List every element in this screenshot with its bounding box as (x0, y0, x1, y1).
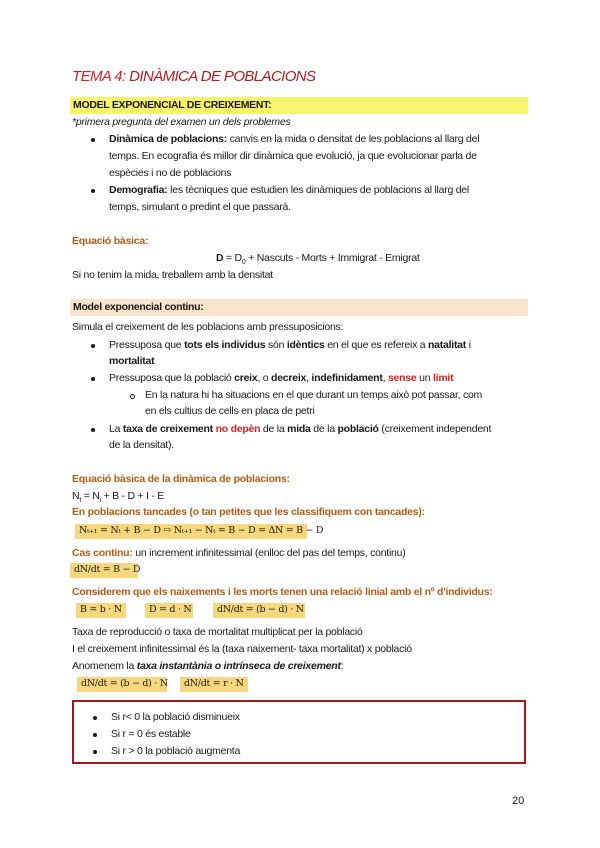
page-number: 20 (512, 795, 525, 807)
bullet-icon (91, 138, 95, 142)
creixement-infinitessimal: I el creixement infinitessimal és la (taxa naixement- taxa mortalitat) x població (72, 643, 412, 655)
taxa-creixement: La taxa de creixement no depèn de la mida de la població (creixement independent (109, 423, 492, 435)
bullet-icon (93, 716, 97, 720)
taxa-reproduccio: Taxa de reproducció o taxa de mortalitat multiplicat per la població (72, 626, 363, 638)
formula-tancades: Nₜ₊₁ = Nₜ + B − D ⇨ Nₜ₊₁ − Nₜ = B − D = ΔN = B − D (75, 524, 307, 539)
equacio-basica-formula: $D = D_0$ + Nascuts - Morts + Immigrat - Emigrat (216, 252, 420, 267)
definition-dinamica: Dinàmica de poblacions: canvis en la mida o densitat de les poblacions al llarg del (109, 133, 480, 145)
title-text: DINÀMICA DE POBLACIONS (125, 68, 316, 85)
formula-continu: dN/dt = B − D (70, 563, 138, 578)
bullet-icon (91, 189, 95, 193)
cas-continu: Cas continu: un increment infinitessimal (enlloc del pas del temps, continu) (72, 547, 406, 559)
sub-bullet-icon (130, 394, 135, 399)
pressuposa-creix: Pressuposa que la població creix, o decreix, indefinidament, sense un límit (109, 372, 454, 384)
dinamica-heading: Equació bàsica de la dinàmica de poblacions: (72, 473, 290, 485)
natura-note: En la natura hi ha situacions en el que durant un temps això pot passar, com (145, 389, 483, 401)
definition-demografia: Demografia: les tècniques que estudien les dinàmiques de poblacions al llarg del (109, 184, 469, 196)
bullet-icon (91, 428, 95, 432)
considerem-heading: Considerem que els naixements i les morts tenen una relació linial amb el nº d'individus: (72, 586, 493, 598)
equacio-basica-heading: Equació bàsica: (72, 235, 149, 247)
formula-d: D = d · N (145, 603, 193, 618)
definition-dinamica-line3: espècies i no de poblacions (109, 167, 232, 179)
taxa-creixement-line2: de la densitat). (109, 439, 174, 451)
densitat-note: Si no tenim la mida, treballem amb la densitat (72, 269, 273, 281)
formula-dndt: dN/dt = (b − d) · N (213, 603, 305, 618)
page-title (72, 68, 315, 85)
section-header-model-continu: Model exponencial continu: (70, 299, 528, 316)
formula-final-2: dN/dt = r · N (180, 677, 248, 692)
title-prefix: TEMA 4: (72, 68, 126, 85)
basic-equation: $N_t = N_i + B - D + I - E$ (72, 490, 165, 505)
bullet-icon (91, 344, 95, 348)
natura-note-line2: en els cultius de cells en placa de petri (145, 405, 315, 417)
definition-dinamica-line2: temps. En ecografia és millor dir dinàmica que evolució, ja que evolucionar parla de (109, 150, 477, 162)
condition-r-zero: Si r = 0 és estable (111, 728, 191, 740)
section-header-model-exponencial: MODEL EXPONENCIAL DE CREIXEMENT: (70, 97, 528, 114)
tancades-heading: En poblacions tancades (o tan petites que les classifiquem con tancades): (72, 506, 425, 518)
formula-final-1: dN/dt = (b − d) · N (77, 677, 167, 692)
pressuposa-individus: Pressuposa que tots els individus són idèntics en el que es refereix a natalitat i (109, 339, 471, 351)
condition-r-negative: Si r< 0 la població disminueix (111, 711, 240, 723)
bullet-icon (93, 733, 97, 737)
formula-b: B = b · N (76, 603, 126, 618)
definition-demografia-line2: temps, simulant o predint el que passarà. (109, 201, 291, 213)
anomenem: Anomenem la taxa instantània o intrínseca de creixement: (72, 660, 344, 672)
bullet-icon (91, 377, 95, 381)
condition-r-positive: Si r > 0 la població augmenta (111, 745, 241, 757)
simula-intro: Simula el creixement de les poblacions amb pressuposicions: (72, 321, 344, 333)
pressuposa-individus-line2: mortalitat (109, 355, 155, 367)
exam-note: *primera pregunta del examen un dels problemes (72, 116, 291, 128)
bullet-icon (93, 750, 97, 754)
